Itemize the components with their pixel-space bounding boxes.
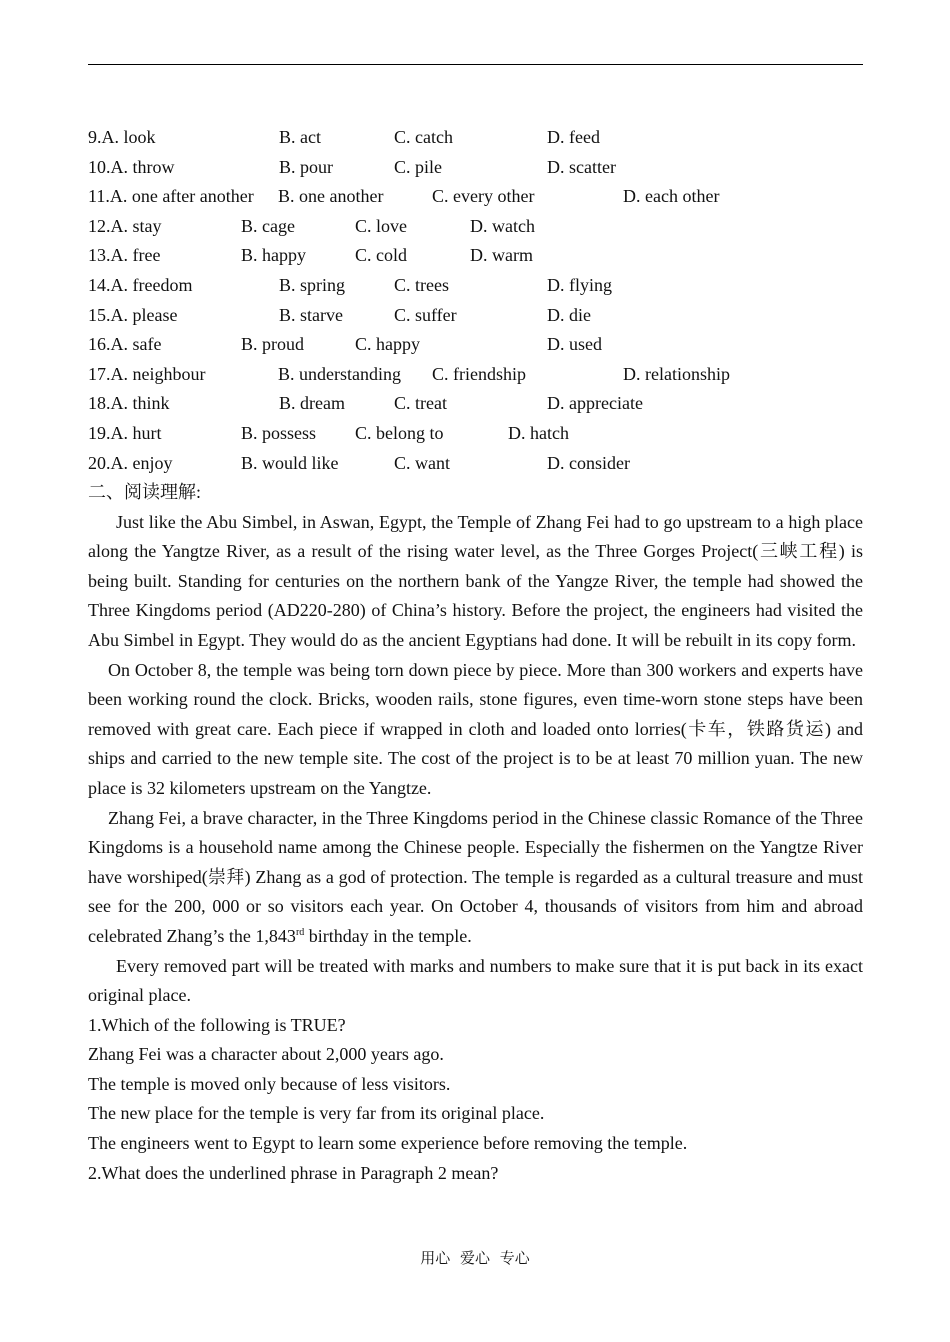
cloze-option: C. catch — [394, 127, 453, 147]
cloze-option: B. spring — [279, 275, 346, 295]
cloze-option: D. used — [547, 334, 602, 355]
cloze-option: B. act — [279, 127, 321, 147]
cloze-option: 16.A. safe — [88, 334, 162, 355]
cloze-option: 18.A. think — [88, 393, 170, 414]
ordinal-suffix: rd — [295, 926, 305, 938]
cloze-option: B. cage — [241, 215, 295, 236]
paragraph-2: On October 8, the temple was being torn down piece by piece. More than 300 workers and experts have been working round the clock. Bricks, wooden rails, stone figures, even time-worn stone steps have been removed with great care. Each piece if wrapped in cloth and loaded onto lorries(卡车，铁路货运) and ships and carried to the new temple site. The cost of the project is to be at least 70 million yuan. The new place is 32 kilometers upstream on the Yangtze. — [88, 659, 863, 798]
cloze-option: B. one another — [278, 186, 384, 207]
paragraph-4: Every removed part will be treated with marks and numbers to make sure that it is put back in its exact original place. — [88, 955, 863, 1006]
cloze-option: B. dream — [279, 393, 345, 414]
cloze-option: B. understanding — [278, 363, 401, 384]
cloze-option: D. feed — [547, 127, 600, 147]
question-1-option: The new place for the temple is very far from its original place. — [88, 1103, 545, 1124]
question-2: 2.What does the underlined phrase in Paragraph 2 mean? — [88, 1162, 499, 1183]
cloze-option: D. hatch — [508, 423, 569, 443]
cloze-option: B. proud — [241, 334, 304, 355]
cloze-option: D. scatter — [547, 156, 616, 177]
cloze-option: C. happy — [355, 334, 420, 355]
cloze-option: D. each other — [623, 186, 720, 207]
question-1: 1.Which of the following is TRUE? — [88, 1014, 346, 1035]
cloze-option: 17.A. neighbour — [88, 363, 206, 384]
cloze-option: 13.A. free — [88, 245, 161, 266]
cloze-option: C. treat — [394, 393, 447, 414]
footer-motto: 用心 爱心 专心 — [420, 1251, 530, 1267]
cloze-option: 10.A. throw — [88, 156, 175, 177]
question-1-option: Zhang Fei was a character about 2,000 years ago. — [88, 1044, 444, 1065]
cloze-option: B. would like — [241, 452, 339, 473]
cloze-option: 11.A. one after another — [88, 186, 254, 207]
cloze-option: B. pour — [279, 156, 333, 177]
paragraph-3-text: Zhang Fei, a brave character, in the Three Kingdoms period in the Chinese classic Romance of the Three Kingdoms is a household name among the Chinese people. Especially the fishermen on the Yangtze River have worshiped(崇拜) Zhang as a god of protection. The temple is regarded as a cultural treasure and must see for the 200, 000 or so visitors each year. On October 4, thousands of visitors from him and abroad celebrated Zhang’s the 1,843 — [88, 807, 863, 946]
cloze-option: C. suffer — [394, 304, 457, 325]
cloze-option: D. relationship — [623, 363, 730, 384]
cloze-option: C. love — [355, 215, 407, 236]
cloze-option: C. friendship — [432, 363, 526, 384]
cloze-option: 14.A. freedom — [88, 275, 193, 295]
cloze-option: B. possess — [241, 423, 317, 443]
cloze-option: D. watch — [470, 215, 535, 236]
cloze-option: C. want — [394, 452, 450, 473]
question-1-option: The engineers went to Egypt to learn some experience before removing the temple. — [88, 1133, 688, 1154]
cloze-option: B. happy — [241, 245, 306, 266]
cloze-option: C. cold — [355, 245, 407, 266]
cloze-option: C. trees — [394, 275, 449, 295]
section-title: 二、阅读理解: — [88, 482, 202, 502]
cloze-option: D. warm — [470, 245, 533, 266]
reading-section — [88, 478, 863, 1188]
cloze-option: D. appreciate — [547, 393, 643, 414]
cloze-option: 20.A. enjoy — [88, 452, 173, 473]
cloze-option: C. belong to — [355, 423, 444, 443]
cloze-option: C. pile — [394, 156, 442, 177]
cloze-option: D. consider — [547, 452, 630, 473]
cloze-option: B. starve — [279, 304, 343, 325]
question-1-option: The temple is moved only because of less visitors. — [88, 1073, 451, 1094]
cloze-option: 9.A. look — [88, 127, 156, 147]
cloze-option: 12.A. stay — [88, 215, 162, 236]
cloze-option: D. die — [547, 304, 591, 325]
cloze-option: C. every other — [432, 186, 535, 207]
cloze-option: D. flying — [547, 275, 612, 295]
paragraph-1: Just like the Abu Simbel, in Aswan, Egypt, the Temple of Zhang Fei had to go upstream to a high place along the Yangtze River, as a result of the rising water level, as the Three Gorges Project(三峡工程) is being built. Standing for centuries on the northern bank of the Yangze River, the temple had showed the Three Kingdoms period (AD220-280) of China’s history. Before the project, the engineers had visited the Abu Simbel in Egypt. They would do as the ancient Egyptians had done. It will be rebuilt in its copy form. — [88, 511, 863, 650]
paragraph-3 — [88, 804, 863, 952]
cloze-option: 19.A. hurt — [88, 423, 162, 443]
header-rule — [88, 64, 863, 65]
paragraph-3-tail: birthday in the temple. — [304, 925, 472, 946]
cloze-option: 15.A. please — [88, 304, 178, 325]
